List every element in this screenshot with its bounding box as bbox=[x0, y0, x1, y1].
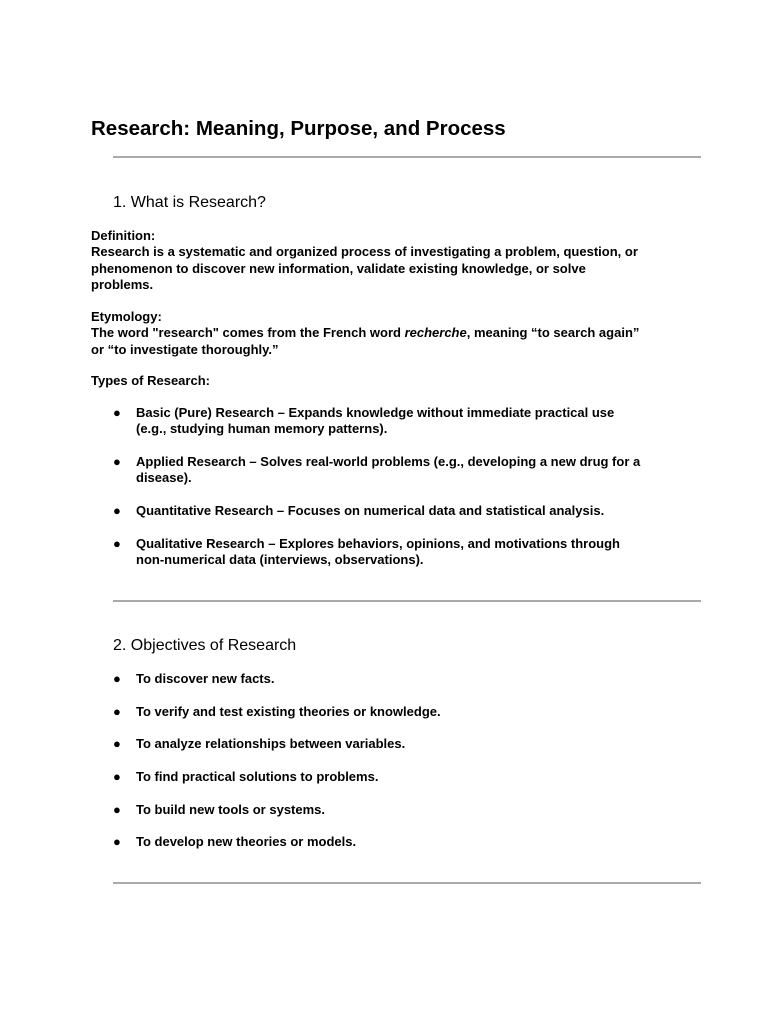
objective-item bbox=[113, 834, 693, 850]
research-type-item bbox=[113, 503, 693, 519]
bullet-icon: ● bbox=[113, 736, 121, 751]
bullet-icon: ● bbox=[113, 405, 121, 420]
bullet-icon: ● bbox=[113, 454, 121, 469]
definition-text: Research is a systematic and organized process of investigating a problem, question, or phenomenon to discover new information, validate existing knowledge, or solve problems. bbox=[91, 244, 638, 292]
bullet-icon: ● bbox=[113, 503, 121, 518]
section-1-heading: 1. What is Research? bbox=[113, 194, 266, 211]
bullet-icon: ● bbox=[113, 769, 121, 784]
objective-item bbox=[113, 736, 693, 752]
definition-block bbox=[91, 228, 691, 293]
objective-text: To discover new facts. bbox=[136, 671, 275, 686]
bullet-icon: ● bbox=[113, 834, 121, 849]
research-type-text: Quantitative Research – Focuses on numerical data and statistical analysis. bbox=[136, 503, 605, 518]
document-title: Research: Meaning, Purpose, and Process bbox=[91, 117, 506, 140]
objective-text: To develop new theories or models. bbox=[136, 834, 357, 849]
section-divider bbox=[113, 882, 701, 884]
section-2-heading: 2. Objectives of Research bbox=[113, 637, 297, 654]
research-type-item bbox=[113, 454, 693, 487]
objective-item bbox=[113, 769, 693, 785]
bullet-icon: ● bbox=[113, 704, 121, 719]
bullet-icon: ● bbox=[113, 536, 121, 551]
etymology-text-end: , meaning “to search again” or “to investigate thoroughly.” bbox=[91, 325, 640, 357]
research-type-item bbox=[113, 536, 693, 569]
research-type-item bbox=[113, 405, 693, 438]
title-divider bbox=[113, 156, 701, 158]
objective-text: To build new tools or systems. bbox=[136, 802, 326, 817]
types-of-research-label: Types of Research: bbox=[91, 373, 210, 388]
objective-text: To verify and test existing theories or knowledge. bbox=[136, 704, 441, 719]
etymology-block bbox=[91, 309, 691, 358]
bullet-icon: ● bbox=[113, 802, 121, 817]
objective-text: To find practical solutions to problems. bbox=[136, 769, 379, 784]
objective-item bbox=[113, 671, 693, 687]
objective-item bbox=[113, 802, 693, 818]
section-divider bbox=[113, 600, 701, 602]
etymology-text-start: The word "research" comes from the French word bbox=[91, 325, 405, 341]
etymology-text bbox=[91, 325, 691, 358]
bullet-icon: ● bbox=[113, 671, 121, 686]
research-type-text: Qualitative Research – Explores behaviors, opinions, and motivations through non-numerical data (interviews, observations). bbox=[136, 536, 620, 568]
objective-text: To analyze relationships between variables. bbox=[136, 736, 406, 751]
objective-item bbox=[113, 704, 693, 720]
etymology-label: Etymology: bbox=[91, 309, 162, 324]
definition-label: Definition: bbox=[91, 228, 156, 243]
research-type-text: Basic (Pure) Research – Expands knowledge without immediate practical use (e.g., studying human memory patterns). bbox=[136, 405, 615, 437]
research-type-text: Applied Research – Solves real-world problems (e.g., developing a new drug for a disease). bbox=[136, 454, 641, 486]
etymology-french-word: recherche bbox=[404, 325, 467, 341]
